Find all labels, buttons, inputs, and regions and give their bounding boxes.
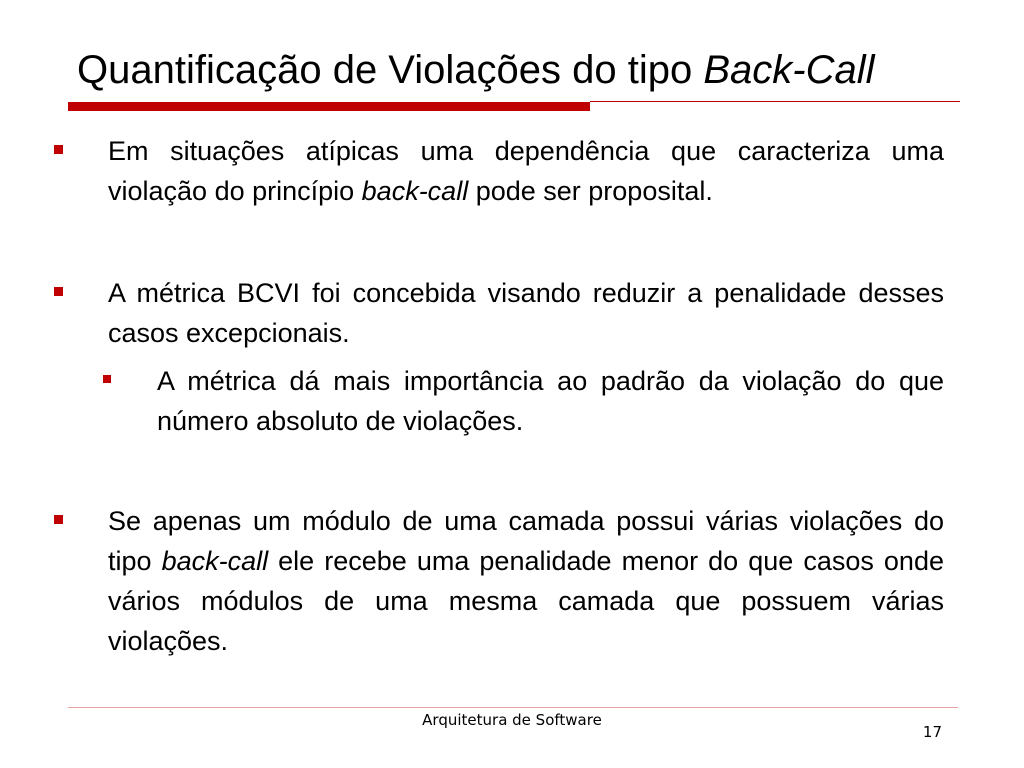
bullet-text: A métrica BCVI foi concebida visando reduzir a penalidade desses casos excepcionais. [108,278,944,348]
footer-divider [68,707,958,708]
bullet-item [54,131,944,211]
slide-title-italic: Back-Call [703,48,875,92]
bullet-text: Se apenas um módulo de uma camada possui várias violações do tipo [108,506,944,576]
bullet-italic: back-call [361,176,469,206]
title-underline-thin [590,101,960,102]
bullet-text: A métrica dá mais importância ao padrão da violação do que número absoluto de violações. [157,366,944,436]
slide-title [77,44,875,96]
square-bullet-icon [54,515,63,524]
title-underline-thick [68,102,590,111]
bullet-italic: back-call [161,546,269,576]
sub-bullet-item [103,361,944,441]
bullet-item [54,501,944,661]
bullet-text: ele recebe uma penalidade menor do que casos onde vários módulos de uma mesma camada que possuem várias violações. [108,546,944,656]
slide-content [54,131,944,661]
square-bullet-icon [103,375,111,383]
bullet-text: Em situações atípicas uma dependência que caracteriza uma violação do princípio [108,136,944,206]
bullet-text: pode ser proposital. [468,176,713,206]
square-bullet-icon [54,145,63,154]
page-number: 17 [922,723,942,741]
bullet-item [54,273,944,353]
footer-title: Arquitetura de Software [422,711,602,729]
slide-title-text: Quantificação de Violações do tipo [77,48,704,92]
square-bullet-icon [54,287,63,296]
